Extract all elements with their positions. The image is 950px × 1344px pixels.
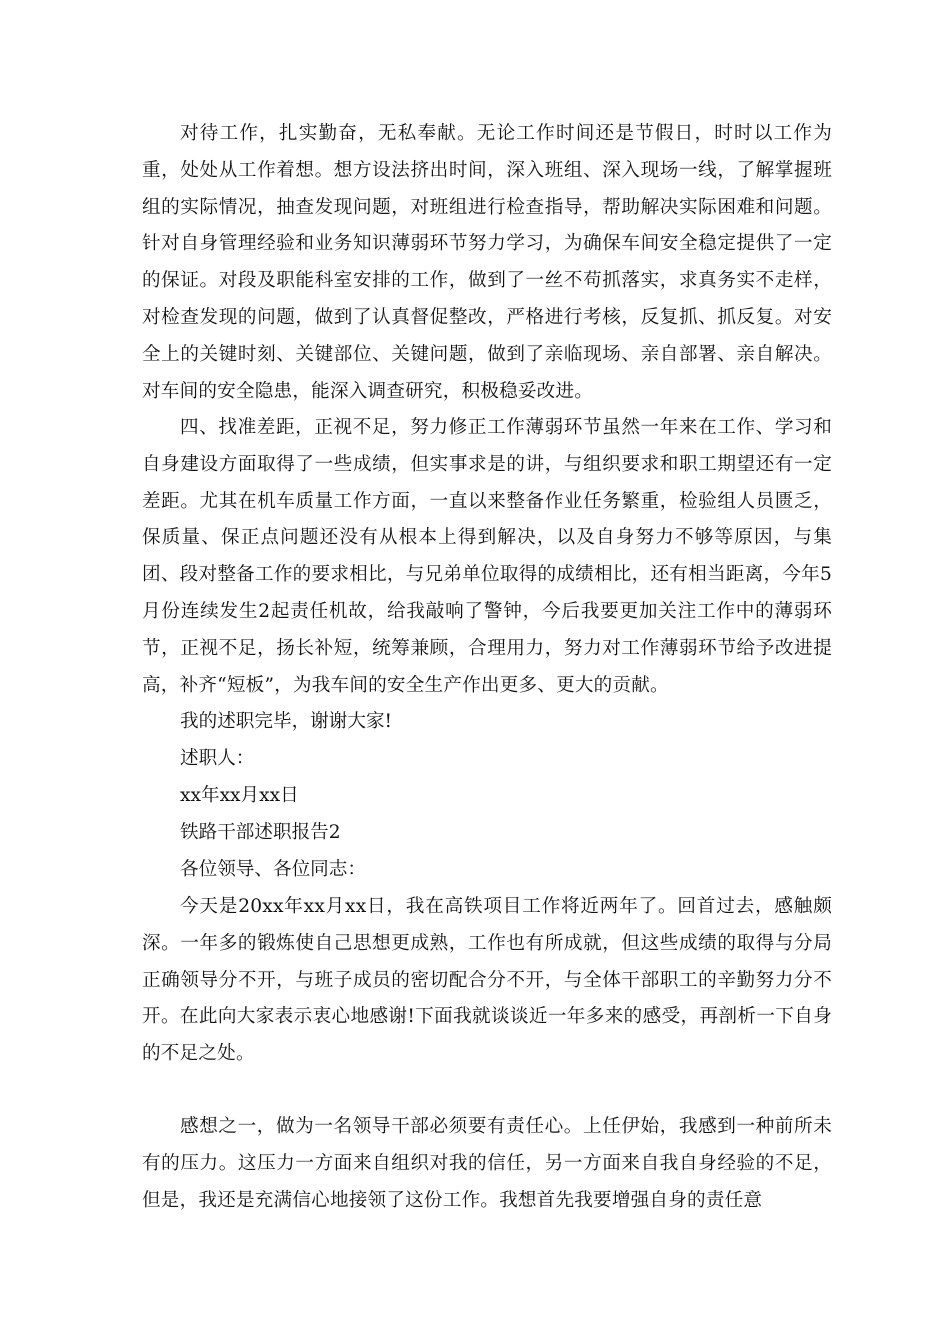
paragraph-section-four: 四、找准差距，正视不足，努力修正工作薄弱环节虽然一年来在工作、学习和自身建设方面取得了一些成绩，但实事求是的讲，与组织要求和职工期望还有一定差距。尤其在机车质量工作方面，一直以来整备作业任务繁重，检验组人员匮乏，保质量、保正点问题还没有从根本上得到解决，以及自身努力不够等原因，与集团、段对整备工作的要求相比，与兄弟单位取得的成绩相比，还有相当距离，今年5月份连续发生2起责任机故，给我敲响了警钟，今后我要更加关注工作中的薄弱环节，正视不足，扬长补短，统筹兼顾，合理用力，努力对工作薄弱环节给予改进提高，补齐“短板”，为我车间的安全生产作出更多、更大的贡献。 (142, 417, 832, 696)
paragraph-today: 今天是20xx年xx月xx日，我在高铁项目工作将近两年了。回首过去，感触颇深。一年多的锻炼使自己思想更成熟，工作也有所成就，但这些成绩的取得与分局正确领导分不开，与班子成员的密切配合分不开，与全体干部职工的辛勤努力分不开。在此向大家表示衷心地感谢!下面我就谈谈近一年多来的感受，再剖析一下自身的不足之处。 (142, 896, 832, 1065)
paragraph-work-attitude: 对待工作，扎实勤奋，无私奉献。无论工作时间还是节假日，时时以工作为重，处处从工作着想。想方设法挤出时间，深入班组、深入现场一线，了解掌握班组的实际情况，抽查发现问题，对班组进行检查指导，帮助解决实际困难和问题。针对自身管理经验和业务知识薄弱环节努力学习，为确保车间安全稳定提供了一定的保证。对段及职能科室安排的工作，做到了一丝不苟抓落实，求真务实不走样，对检查发现的问题，做到了认真督促整改，严格进行考核，反复抓、抓反复。对安全上的关键时刻、关键部位、关键问题，做到了亲临现场、亲自部署、亲自解决。对车间的安全隐患，能深入调查研究，积极稳妥改进。 (142, 123, 832, 402)
salutation: 各位领导、各位同志： (180, 859, 366, 880)
report-date: xx年xx月xx日 (180, 785, 299, 806)
reporter-label: 述职人： (180, 748, 255, 769)
closing-thanks: 我的述职完毕，谢谢大家! (180, 711, 393, 732)
paragraph-responsibility: 感想之一，做为一名领导干部必须要有责任心。上任伊始，我感到一种前所未有的压力。这压力一方面来自组织对我的信任，另一方面来自我自身经验的不足，但是，我还是充满信心地接领了这份工作。我想首先我要增强自身的责任意 (142, 1116, 832, 1211)
report-title-2: 铁路干部述职报告2 (180, 822, 341, 843)
